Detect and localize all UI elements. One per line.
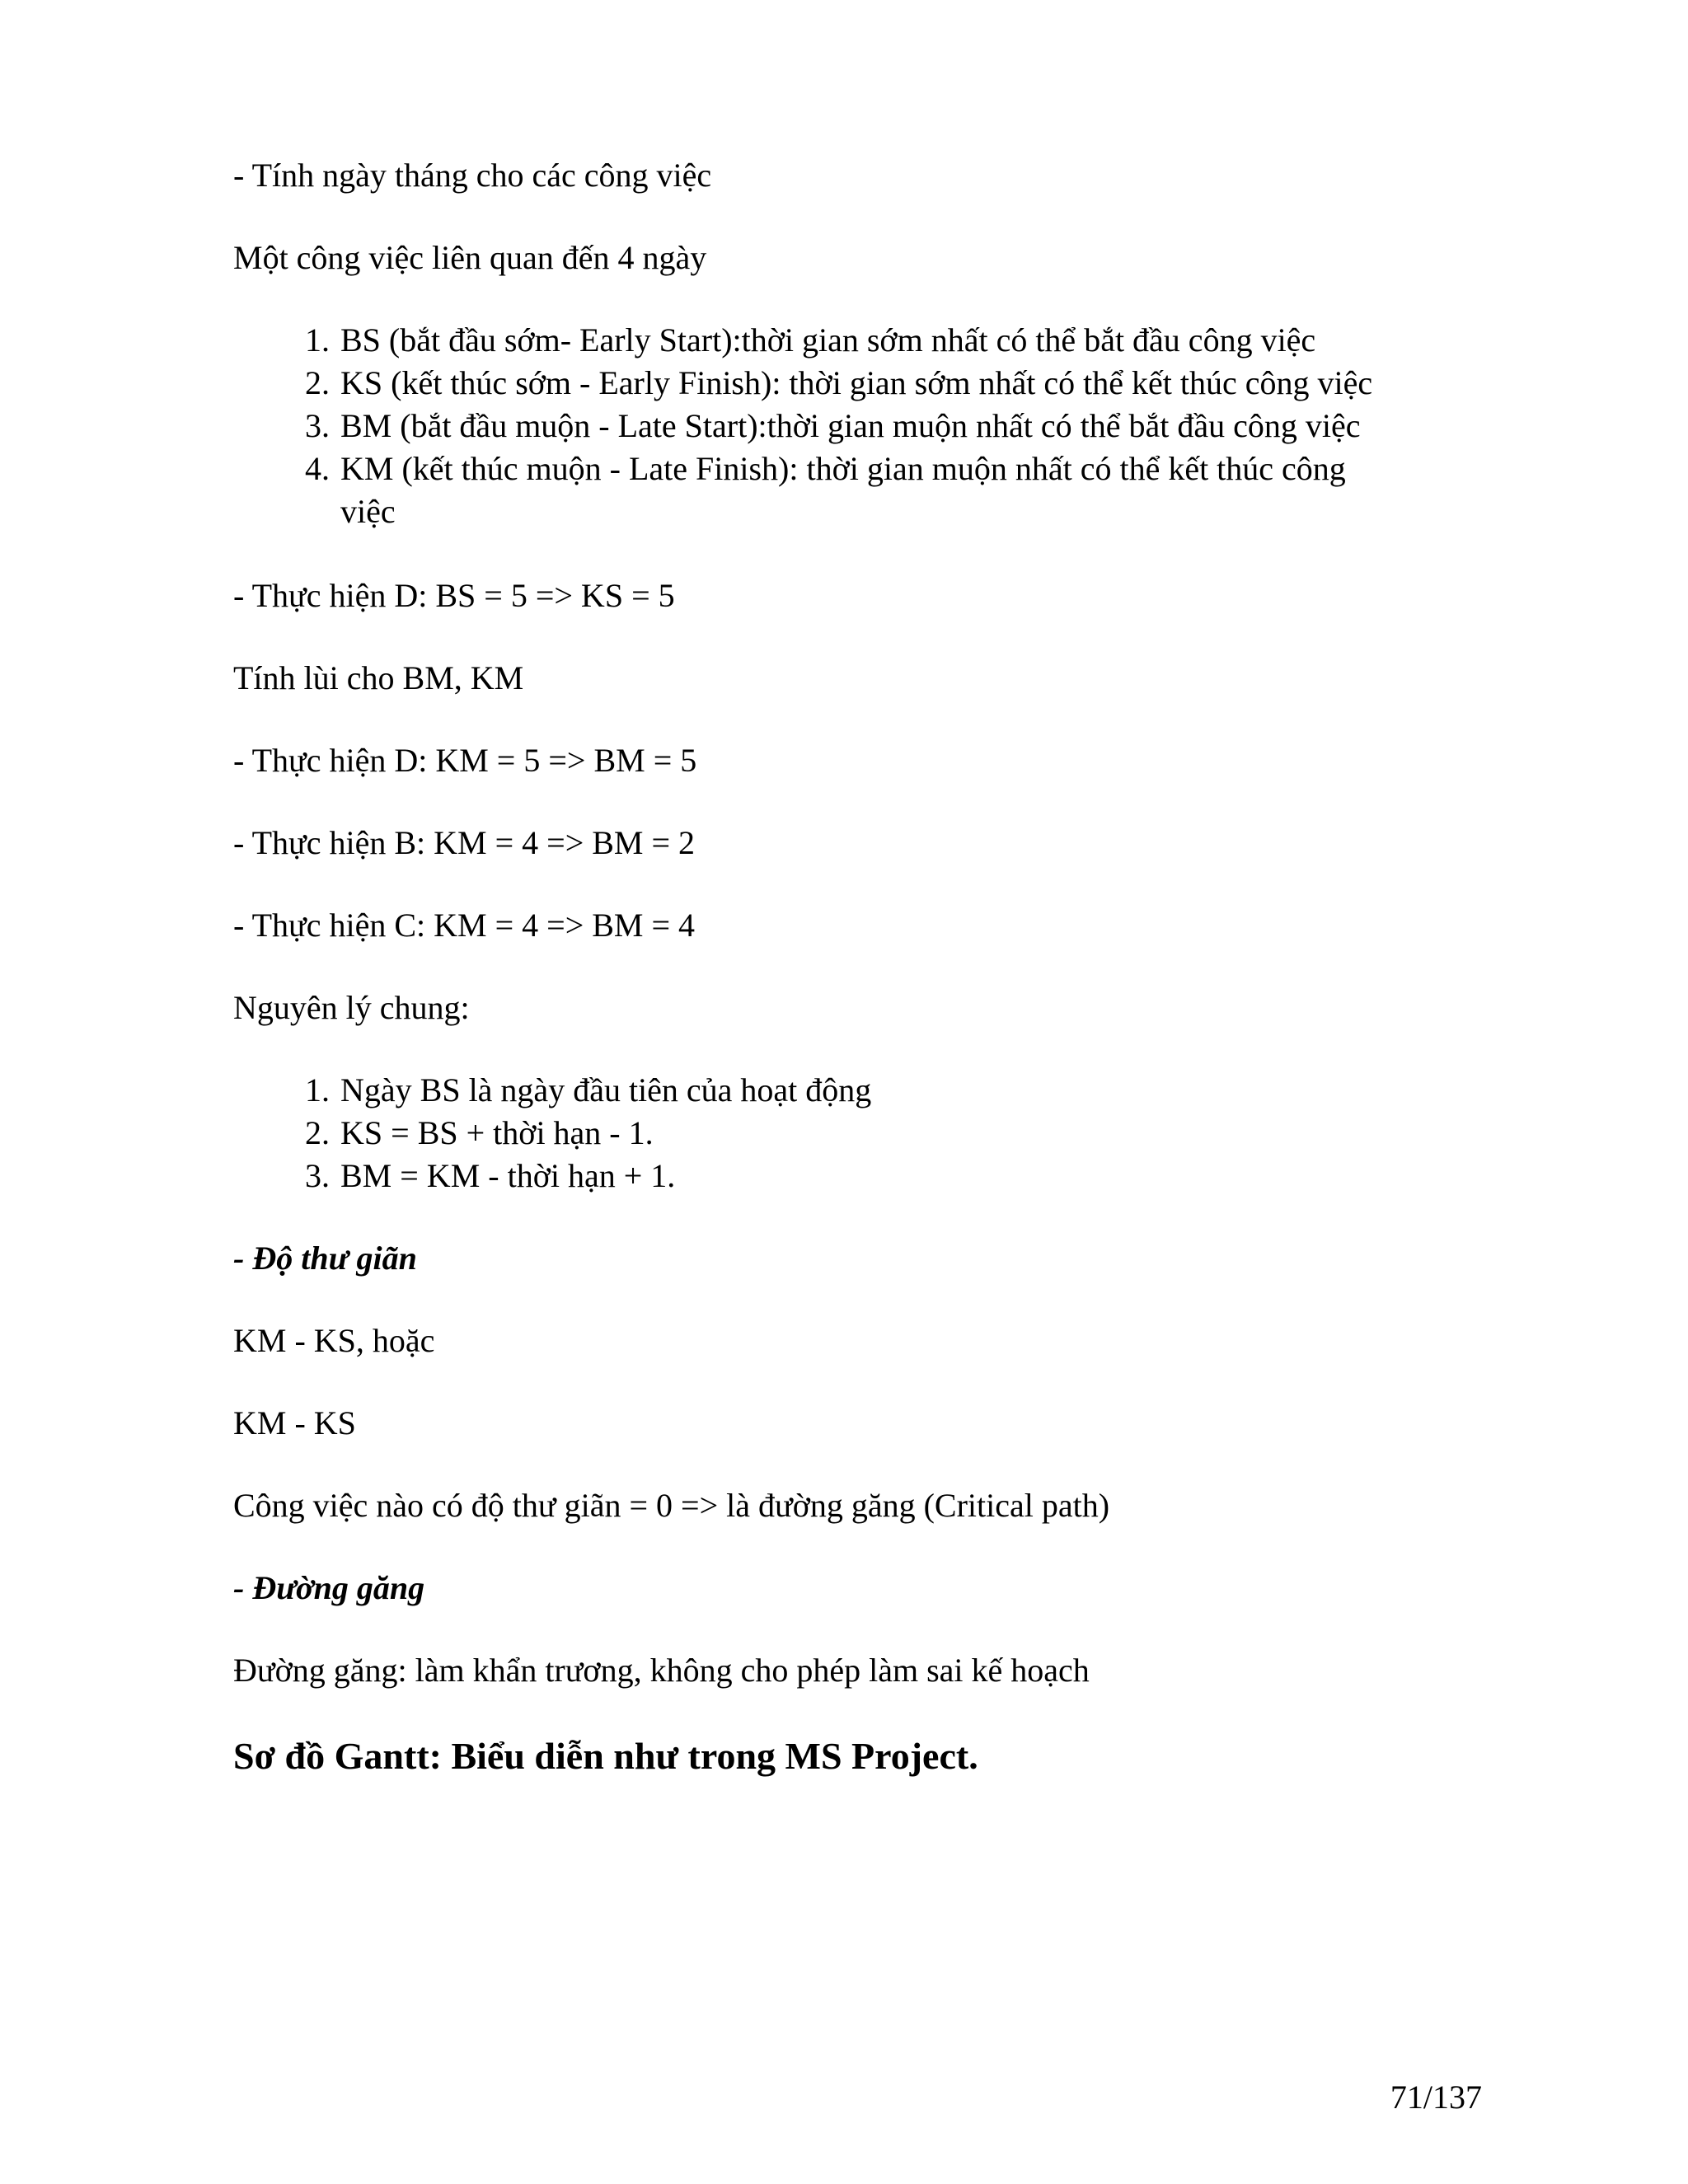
paragraph-slack-formula-1: KM - KS, hoặc [233, 1322, 435, 1359]
paragraph-slack-formula-2: KM - KS [233, 1404, 356, 1441]
page-number: 71/137 [1390, 2079, 1482, 2116]
paragraph-backward-d: - Thực hiện D: KM = 5 => BM = 5 [233, 742, 697, 779]
list-number: 3. [305, 1157, 330, 1194]
list-text: BM (bắt đầu muộn - Late Start):thời gian muộn nhất có thể bắt đầu công việc [340, 407, 1361, 444]
section-heading-slack: - Độ thư giãn [233, 1240, 417, 1277]
list-text: KS = BS + thời hạn - 1. [340, 1114, 654, 1151]
paragraph-backward-b: - Thực hiện B: KM = 4 => BM = 2 [233, 824, 696, 861]
paragraph-backward-heading: Tính lùi cho BM, KM [233, 659, 524, 696]
list-text: Ngày BS là ngày đầu tiên của hoạt động [340, 1071, 872, 1108]
list-text: KM (kết thúc muộn - Late Finish): thời gian muộn nhất có thể kết thúc công [340, 450, 1346, 487]
list-text: BS (bắt đầu sớm- Early Start):thời gian sớm nhất có thể bắt đầu công việc [340, 321, 1316, 359]
list-number: 1. [305, 321, 330, 359]
list-number: 2. [305, 1114, 330, 1151]
list-number: 4. [305, 450, 330, 487]
section-heading-gantt: Sơ đồ Gantt: Biểu diễn như trong MS Project. [233, 1735, 978, 1777]
paragraph-critical-path: Công việc nào có độ thư giãn = 0 => là đường găng (Critical path) [233, 1487, 1110, 1524]
paragraph-date-calculation: - Tính ngày tháng cho các công việc [233, 157, 712, 194]
section-heading-critical-path: - Đường găng [233, 1569, 425, 1606]
list-number: 2. [305, 364, 330, 401]
list-text: KS (kết thúc sớm - Early Finish): thời gian sớm nhất có thể kết thúc công việc [340, 364, 1373, 401]
list-number: 3. [305, 407, 330, 444]
paragraph-backward-c: - Thực hiện C: KM = 4 => BM = 4 [233, 907, 696, 944]
list-text: BM = KM - thời hạn + 1. [340, 1157, 676, 1194]
paragraph-forward-d: - Thực hiện D: BS = 5 => KS = 5 [233, 577, 675, 614]
list-number: 1. [305, 1071, 330, 1108]
paragraph-critical-path-definition: Đường găng: làm khẩn trương, không cho phép làm sai kế hoạch [233, 1652, 1090, 1689]
paragraph-four-dates: Một công việc liên quan đến 4 ngày [233, 239, 707, 276]
paragraph-principles: Nguyên lý chung: [233, 989, 470, 1026]
list-text: việc [340, 493, 396, 530]
